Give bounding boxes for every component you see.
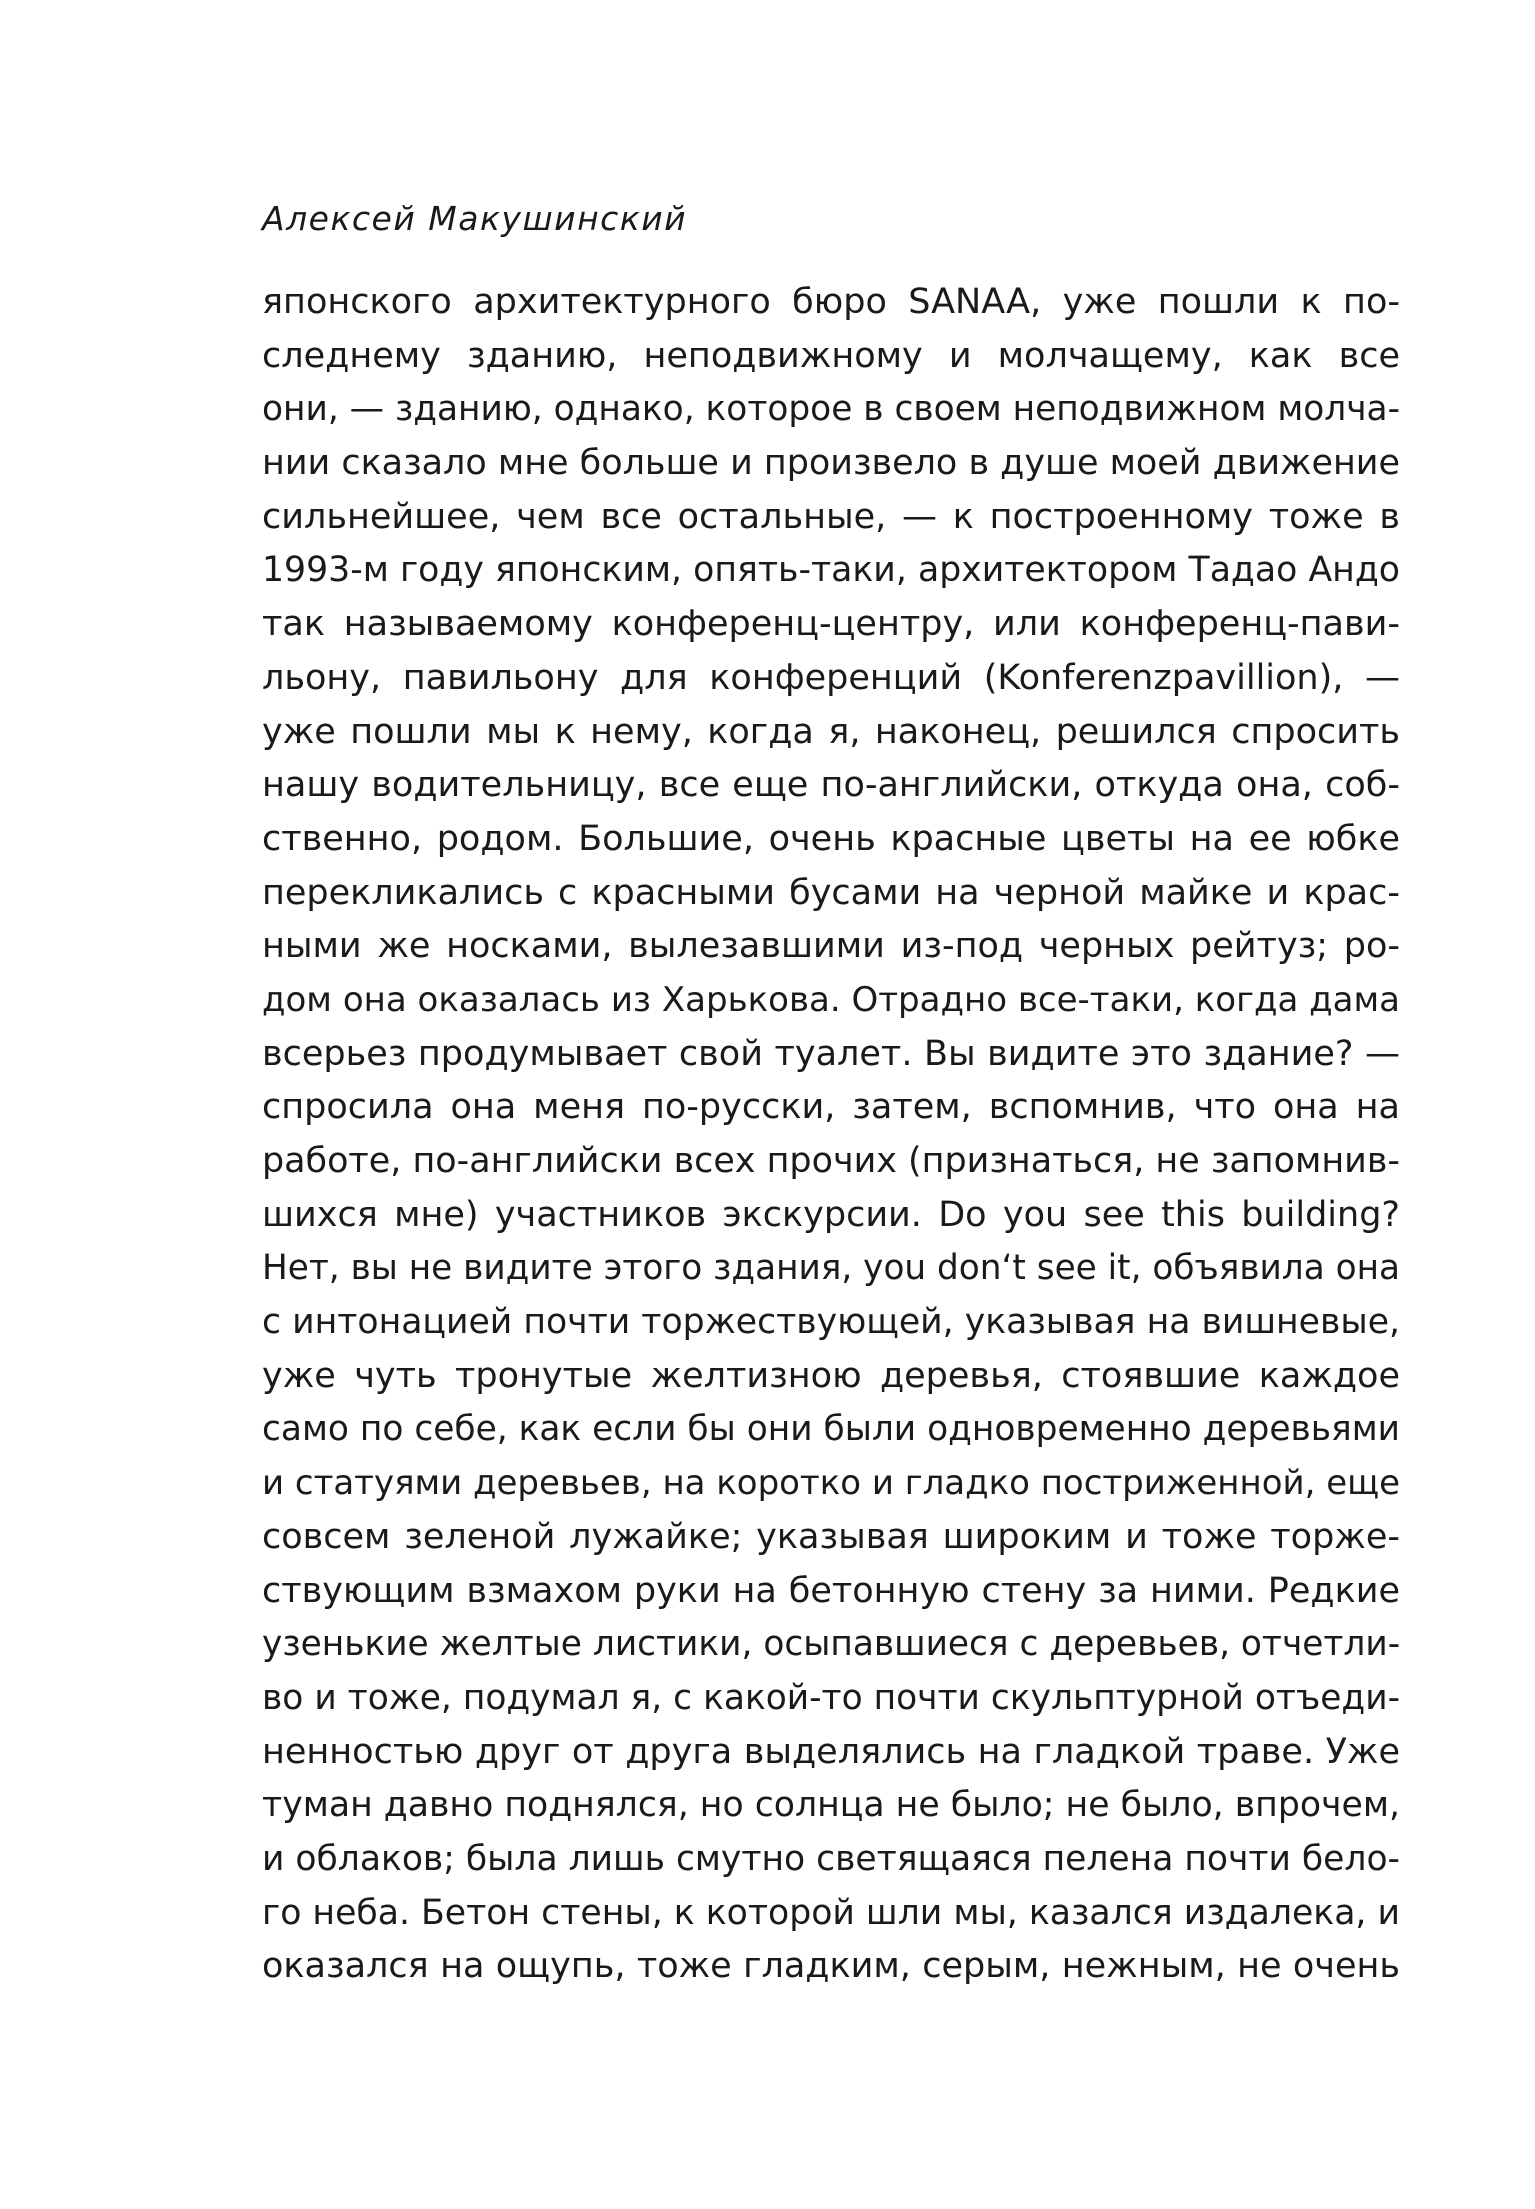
- text-line: туман давно поднялся, но солнца не было; не было, впрочем,: [262, 1785, 1400, 1826]
- text-line: 1993-м году японским, опять-таки, архитектором Тадао Андо: [262, 550, 1400, 591]
- text-line: сильнейшее, чем все остальные, — к построенному тоже в: [262, 496, 1400, 537]
- text-line: японского архитектурного бюро SANAA, уже пошли к по-: [262, 282, 1400, 322]
- text-line: и облаков; была лишь смутно светящаяся пелена почти бело-: [262, 1838, 1400, 1879]
- text-line: так называемому конференц-центру, или конференц-пави-: [262, 604, 1400, 645]
- text-line: ненностью друг от друга выделялись на гладкой траве. Уже: [262, 1731, 1400, 1772]
- text-line: Нет, вы не видите этого здания, you don‘t see it, объявила она: [262, 1248, 1400, 1289]
- text-line: го неба. Бетон стены, к которой шли мы, казался издалека, и: [262, 1892, 1400, 1933]
- text-line: уже пошли мы к нему, когда я, наконец, решился спросить: [262, 711, 1400, 752]
- text-line: перекликались с красными бусами на черной майке и крас-: [262, 872, 1400, 913]
- body-text: [262, 276, 1400, 1994]
- text-line: совсем зеленой лужайке; указывая широким и тоже торже-: [262, 1516, 1400, 1557]
- text-line: льону, павильону для конференций (Konferenzpavillion), —: [262, 657, 1400, 698]
- text-line: шихся мне) участников экскурсии. Do you see this building?: [262, 1194, 1400, 1235]
- text-line: ственно, родом. Большие, очень красные цветы на ее юбке: [262, 818, 1400, 859]
- text-line: следнему зданию, неподвижному и молчащему, как все: [262, 335, 1400, 376]
- text-line: ными же носками, вылезавшими из-под черных рейтуз; ро-: [262, 926, 1400, 967]
- text-line: дом она оказалась из Харькова. Отрадно все-таки, когда дама: [262, 979, 1400, 1020]
- text-line: оказался на ощупь, тоже гладким, серым, нежным, не очень: [262, 1946, 1400, 1987]
- text-line: и статуями деревьев, на коротко и гладко постриженной, еще: [262, 1463, 1400, 1504]
- text-line: с интонацией почти торжествующей, указывая на вишневые,: [262, 1302, 1400, 1343]
- text-line: нашу водительницу, все еще по-английски, откуда она, соб-: [262, 765, 1400, 806]
- text-line: всерьез продумывает свой туалет. Вы видите это здание? —: [262, 1033, 1400, 1074]
- text-line: уже чуть тронутые желтизною деревья, стоявшие каждое: [262, 1355, 1400, 1396]
- text-line: узенькие желтые листики, осыпавшиеся с деревьев, отчетли-: [262, 1624, 1400, 1665]
- text-line: работе, по-английски всех прочих (признаться, не запомнив-: [262, 1141, 1400, 1181]
- text-line: нии сказало мне больше и произвело в душе моей движение: [262, 443, 1400, 484]
- text-line: ствующим взмахом руки на бетонную стену за ними. Редкие: [262, 1570, 1400, 1611]
- text-line: спросила она меня по-русски, затем, вспомнив, что она на: [262, 1087, 1400, 1128]
- text-line: они, — зданию, однако, которое в своем неподвижном молча-: [262, 389, 1400, 430]
- text-line: само по себе, как если бы они были одновременно деревьями: [262, 1409, 1400, 1450]
- running-head-author: Алексей Макушинский: [262, 199, 688, 238]
- text-line: во и тоже, подумал я, с какой-то почти скульптурной отъеди-: [262, 1677, 1400, 1718]
